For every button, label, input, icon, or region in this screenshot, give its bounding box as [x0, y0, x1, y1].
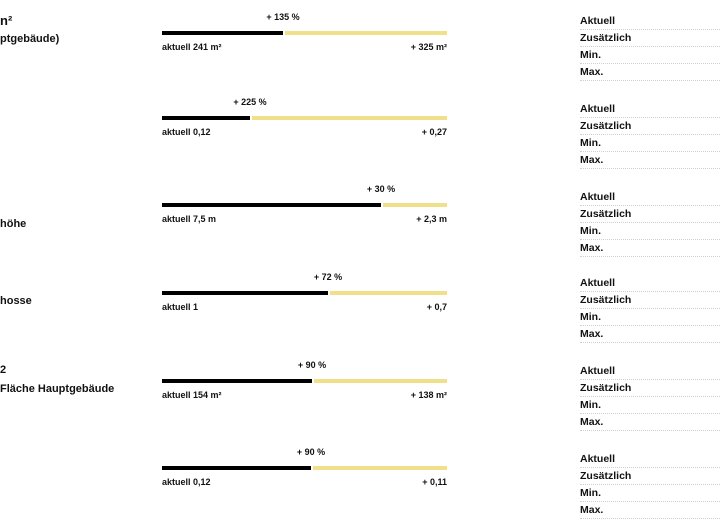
stat-max-label: Max.: [580, 326, 720, 343]
stat-current-label: Aktuell: [580, 363, 720, 380]
additional-value-label: + 0,27: [421, 127, 447, 137]
stat-additional-label: Zusätzlich: [580, 468, 720, 485]
stats-list: [580, 13, 720, 81]
section-label-line: Fläche Hauptgebäude: [0, 383, 115, 395]
additional-bar-segment: [383, 203, 447, 207]
stat-current-label: Aktuell: [580, 101, 720, 118]
percent-increase-label: + 90 %: [297, 360, 327, 370]
stat-max-label: Max.: [580, 152, 720, 169]
progress-bar: [162, 31, 447, 35]
percent-increase-label: + 225 %: [233, 97, 267, 107]
percent-increase-label: + 135 %: [266, 12, 300, 22]
section-label-line: höhe: [0, 218, 27, 230]
current-value-label: aktuell 154 m²: [162, 390, 222, 400]
section-label: [0, 294, 150, 309]
stat-current-label: Aktuell: [580, 275, 720, 292]
current-value-label: aktuell 0,12: [162, 127, 211, 137]
bar-block: [162, 447, 447, 507]
stats-list: [580, 189, 720, 257]
current-value-label: aktuell 1: [162, 302, 199, 312]
stat-max-label: Max.: [580, 240, 720, 257]
section-label-line: hosse: [0, 295, 32, 307]
section-label-line: n²: [0, 13, 13, 28]
current-value-label: aktuell 241 m²: [162, 42, 222, 52]
current-value-label: aktuell 0,12: [162, 477, 211, 487]
stats-list: [580, 363, 720, 431]
additional-value-label: + 0,11: [422, 477, 447, 487]
stat-current-label: Aktuell: [580, 451, 720, 468]
additional-bar-segment: [285, 31, 447, 35]
stat-additional-label: Zusätzlich: [580, 206, 720, 223]
percent-increase-label: + 30 %: [366, 184, 396, 194]
stat-min-label: Min.: [580, 485, 720, 502]
bar-block: [162, 184, 447, 244]
additional-value-label: + 0,7: [426, 302, 447, 312]
current-bar-segment: [162, 379, 312, 383]
stat-min-label: Min.: [580, 135, 720, 152]
bar-block: [162, 272, 447, 332]
additional-bar-segment: [330, 291, 447, 295]
stat-current-label: Aktuell: [580, 13, 720, 30]
progress-bar: [162, 466, 447, 470]
current-bar-segment: [162, 31, 283, 35]
additional-value-label: + 325 m²: [410, 42, 447, 52]
additional-bar-segment: [252, 116, 447, 120]
progress-bar: [162, 379, 447, 383]
current-bar-segment: [162, 291, 328, 295]
additional-bar-segment: [313, 466, 447, 470]
percent-increase-label: + 90 %: [296, 447, 326, 457]
section-label: [0, 217, 150, 232]
current-bar-segment: [162, 203, 381, 207]
stat-max-label: Max.: [580, 502, 720, 519]
stat-min-label: Min.: [580, 47, 720, 64]
current-bar-segment: [162, 116, 250, 120]
stat-min-label: Min.: [580, 397, 720, 414]
stat-min-label: Min.: [580, 309, 720, 326]
stat-current-label: Aktuell: [580, 189, 720, 206]
additional-value-label: + 138 m²: [410, 390, 447, 400]
stat-max-label: Max.: [580, 414, 720, 431]
stats-list: [580, 101, 720, 169]
stat-min-label: Min.: [580, 223, 720, 240]
section-label: [0, 13, 150, 47]
stat-additional-label: Zusätzlich: [580, 380, 720, 397]
bar-block: [162, 12, 447, 72]
additional-value-label: + 2,3 m: [416, 214, 447, 224]
bar-block: [162, 360, 447, 420]
section-label-line: 2: [0, 364, 7, 376]
progress-bar: [162, 203, 447, 207]
stat-max-label: Max.: [580, 64, 720, 81]
stats-list: [580, 275, 720, 343]
section-label: [0, 363, 150, 397]
percent-increase-label: + 72 %: [313, 272, 343, 282]
stat-additional-label: Zusätzlich: [580, 118, 720, 135]
progress-bar: [162, 291, 447, 295]
bar-block: [162, 97, 447, 157]
additional-bar-segment: [314, 379, 447, 383]
progress-bar: [162, 116, 447, 120]
current-value-label: aktuell 7,5 m: [162, 214, 217, 224]
stat-additional-label: Zusätzlich: [580, 30, 720, 47]
section-label-line: ptgebäude): [0, 33, 60, 45]
current-bar-segment: [162, 466, 311, 470]
stats-list: [580, 451, 720, 519]
stat-additional-label: Zusätzlich: [580, 292, 720, 309]
